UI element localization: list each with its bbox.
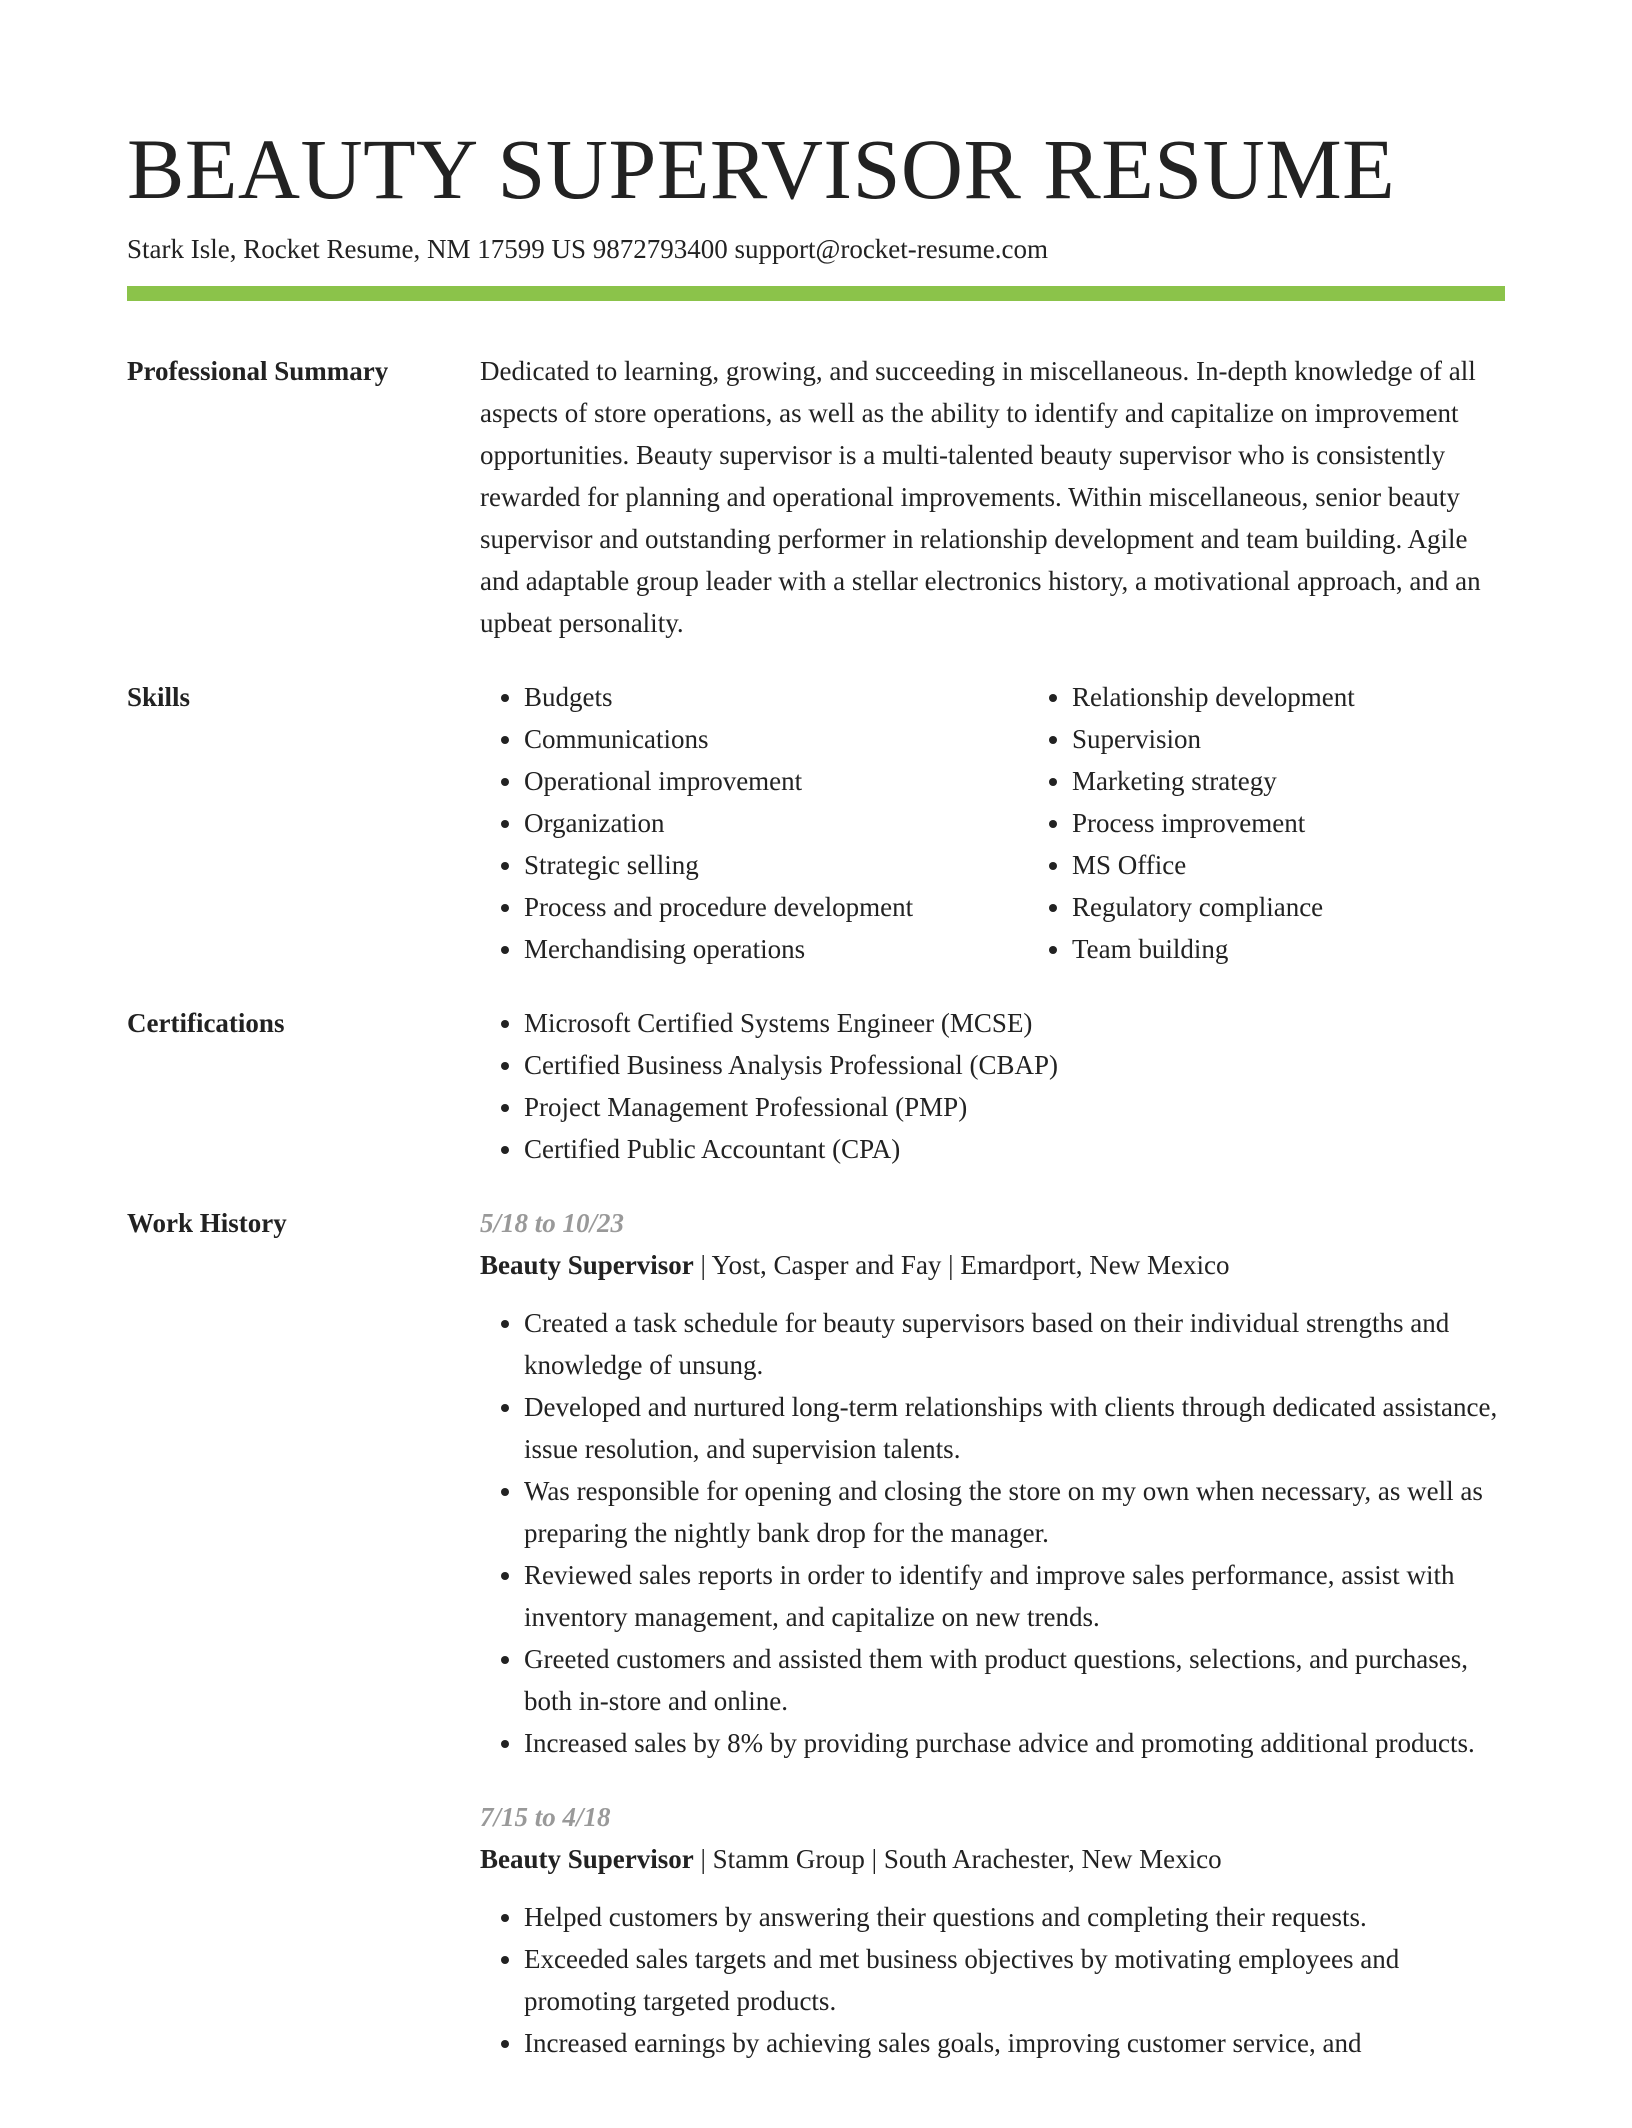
job-employer-location: | Stamm Group | South Arachester, New Mexico [693, 1844, 1222, 1874]
job-bullets [480, 1896, 1505, 2064]
skill-item: • Process improvement [1072, 802, 1572, 844]
job-bullet: • Was responsible for opening and closing the store on my own when necessary, as well as preparing the nightly bank drop for the manager. [524, 1470, 1505, 1554]
job-bullet: • Reviewed sales reports in order to identify and improve sales performance, assist with inventory management, and capitalize on new trends. [524, 1554, 1505, 1638]
skill-item: • Strategic selling [524, 844, 1028, 886]
job-bullet: • Created a task schedule for beauty supervisors based on their individual strengths and knowledge of unsung. [524, 1302, 1505, 1386]
job-dates: 5/18 to 10/23 [480, 1208, 625, 1238]
skill-item: • Operational improvement [524, 760, 1028, 802]
skill-item: • Regulatory compliance [1072, 886, 1572, 928]
skills-grid [480, 676, 1572, 970]
skill-item: • Relationship development [1072, 676, 1572, 718]
summary-section [127, 350, 1505, 644]
skills-section [127, 676, 1505, 970]
skill-item: • MS Office [1072, 844, 1572, 886]
resume-title: BEAUTY SUPERVISOR RESUME [127, 121, 1396, 217]
resume-sections [127, 350, 1505, 2128]
skills-list-right [1028, 676, 1572, 970]
certification-item: • Certified Public Accountant (CPA) [524, 1128, 1505, 1170]
job-title: Beauty Supervisor [480, 1844, 694, 1874]
job-bullets [480, 1302, 1505, 1764]
job-entry [480, 1796, 1505, 2064]
skills-heading: Skills [127, 682, 191, 712]
certification-item: • Microsoft Certified Systems Engineer (MCSE) [524, 1002, 1505, 1044]
certification-item: • Project Management Professional (PMP) [524, 1086, 1505, 1128]
summary-text: Dedicated to learning, growing, and succeeding in miscellaneous. In-depth knowledge of all aspects of store operations, as well as the ability to identify and capitalize on improvement opportunities. Beauty supervisor is a multi-talented beauty supervisor who is consistently rewarded for planning and operational improvements. Within miscellaneous, senior beauty supervisor and outstanding performer in relationship development and team building. Agile and adaptable group leader with a stellar electronics history, a motivational approach, and an upbeat personality. [480, 356, 1481, 638]
skill-item: • Organization [524, 802, 1028, 844]
certifications-list [480, 1002, 1505, 1170]
skill-item: • Communications [524, 718, 1028, 760]
job-header [480, 1838, 1505, 1880]
contact-line: Stark Isle, Rocket Resume, NM 17599 US 9872793400 support@rocket-resume.com [127, 234, 1048, 264]
job-dates: 7/15 to 4/18 [480, 1802, 611, 1832]
job-bullet: • Increased sales by 8% by providing purchase advice and promoting additional products. [524, 1722, 1505, 1764]
job-employer-location: | Yost, Casper and Fay | Emardport, New Mexico [693, 1250, 1230, 1280]
summary-heading: Professional Summary [127, 356, 389, 386]
job-bullet: • Developed and nurtured long-term relationships with clients through dedicated assistance, issue resolution, and supervision talents. [524, 1386, 1505, 1470]
accent-divider [127, 286, 1505, 301]
skill-item: • Supervision [1072, 718, 1572, 760]
job-header [480, 1244, 1505, 1286]
skills-list-left [480, 676, 1028, 970]
job-title: Beauty Supervisor [480, 1250, 694, 1280]
job-bullet: • Exceeded sales targets and met business objectives by motivating employees and promoting targeted products. [524, 1938, 1505, 2022]
skill-item: • Merchandising operations [524, 928, 1028, 970]
skill-item: • Marketing strategy [1072, 760, 1572, 802]
job-bullet: • Increased earnings by achieving sales goals, improving customer service, and [524, 2022, 1505, 2064]
work-history-heading: Work History [127, 1208, 287, 1238]
certification-item: • Certified Business Analysis Professional (CBAP) [524, 1044, 1505, 1086]
job-entry [480, 1202, 1505, 1764]
skill-item: • Team building [1072, 928, 1572, 970]
certifications-section [127, 1002, 1505, 1170]
certifications-heading: Certifications [127, 1008, 285, 1038]
job-bullet: • Helped customers by answering their questions and completing their requests. [524, 1896, 1505, 1938]
job-bullet: • Greeted customers and assisted them with product questions, selections, and purchases, both in-store and online. [524, 1638, 1505, 1722]
work-history-section [127, 1202, 1505, 2096]
skill-item: • Process and procedure development [524, 886, 1028, 928]
skill-item: • Budgets [524, 676, 1028, 718]
